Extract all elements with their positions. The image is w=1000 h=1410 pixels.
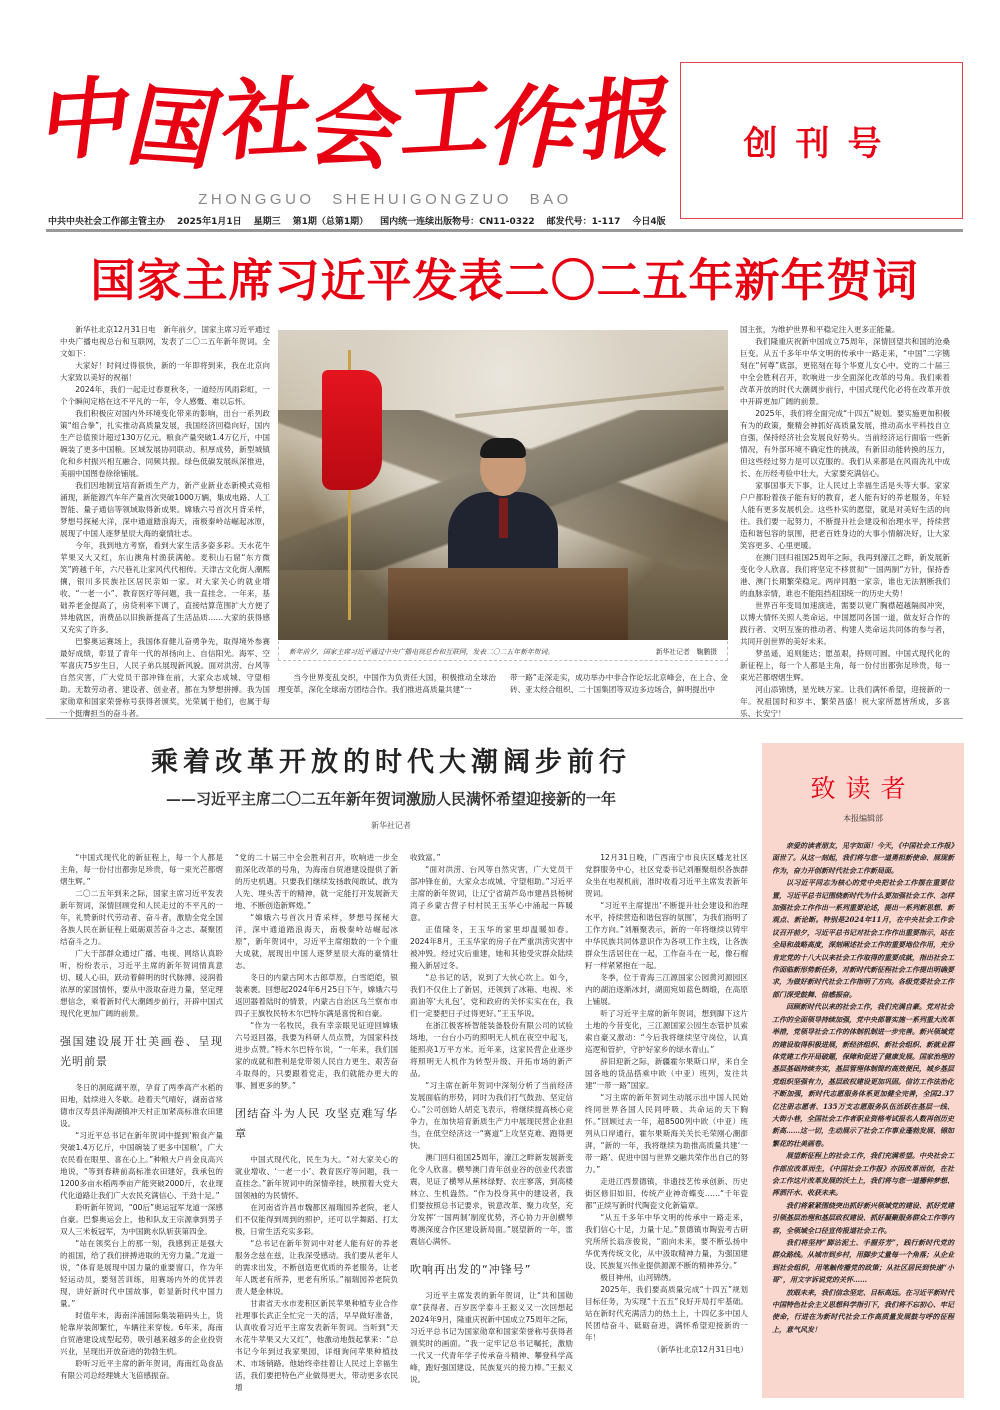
paragraph: 我们积极应对国内外环境变化带来的影响，出台一系列政策“组合拳”，扎实推动高质量发展，我国经济回稳向好，国内生产总值预计超过130万亿元。粮食产量突破1.4万亿斤，中国碗装了更多中国粮。区域发展协同联动、积厚成势，新型城镇化和乡村振兴相互融合、同频共振。绿色低碳发展纵深推进，美丽中国图卷徐徐铺展。 xyxy=(60,409,270,478)
paragraph: 梦虽遥，追则能达；愿虽艰，持则可圆。中国式现代化的新征程上，每一个人都是主角，每一份付出都弥足珍贵，每一束光芒都熠熠生辉。 xyxy=(740,649,950,682)
paragraph: 12月31日晚，广西南宁市良庆区蟠龙社区党群服务中心，社区党委书记刘雁聚组织各族群众坐在电视机前，准时收看习近平主席发表新年贺词。 xyxy=(585,853,748,898)
article-subheadline: ——习近平主席二〇二五年新年贺词激励人民满怀希望迎接新的一年 xyxy=(165,790,616,808)
paragraph: 2025年，我们将全面完成“十四五”规划。要实施更加积极有为的政策，聚精会神抓好高质量发展，推动高水平科技自立自强，保持经济社会发展良好势头。当前经济运行面临一些新情况，有外部环境不确定性的挑战，有新旧动能转换的压力，但这些经过努力是可以克服的。我们从来都是在风雨洗礼中成长、在历经考验中壮大，大家要充满信心。 xyxy=(740,409,950,478)
paragraph: 当今世界变乱交织，中国作为负责任大国，积极推动全球治理变革，深化全球南方团结合作。我们推进高质量共建“一 xyxy=(278,673,496,694)
paragraph: 新华社北京12月31日电 新年前夕，国家主席习近平通过中央广播电视总台和互联网，发表了二〇二五年新年贺词。全文如下： xyxy=(60,325,270,358)
paragraph: 时值年末，海南洋浦国际集装箱码头上，货轮靠岸装卸繁忙，车辆往来穿梭。6年来，海南自贸港建设成型起势，吸引越来越多的企业投资兴业，呈现出开放奋进的勃勃生机。 xyxy=(60,1311,223,1356)
title-char: 工 xyxy=(397,64,499,174)
section-subtitle: 吹响再出发的“冲锋号” xyxy=(410,1263,532,1276)
paragraph: 世界百年变局加速演进，需要以宽广胸襟超越隔阂冲突，以博大情怀关照人类命运。中国愿同各国一道，做友好合作的践行者、文明互鉴的推动者、构建人类命运共同体的参与者，共同开创世界的美好未来。 xyxy=(740,601,950,646)
paragraph: “习主席在新年贺词中深刻分析了当前经济发展面临的形势，同时为我们打气鼓劲、坚定信心。”公司创始人胡克飞表示，将继续提高核心竞争力，在加快培育新质生产力中展现民营企业担当，在低空经济这一“赛道”上攻坚克难、跑得更快。 xyxy=(410,1081,573,1150)
paragraph: “总书记的话，说到了大伙心坎上。如今，我们不仅住上了新居，还领到了冰箱、电视、米面油等‘大礼包’，党和政府的关怀实实在在，我们一定要把日子过得更好。”王玉华说。 xyxy=(410,973,573,1018)
paragraph: 大家好！时间过得很快，新的一年即将到来，我在北京向大家致以美好的祝福！ xyxy=(60,361,270,382)
inaugural-label: 创刊号 xyxy=(743,124,900,164)
title-char: 报 xyxy=(577,64,680,174)
page-count: 今日4版 xyxy=(632,217,666,227)
paragraph: “党的二十届三中全会胜利召开，吹响进一步全面深化改革的号角，为海南自贸港建设提供了新的历史机遇。只要我们继续发扬敢闯敢试、敢为人先、埋头苦干的精神，就一定能打开发展新天地、不断创造新辉煌。” xyxy=(235,853,398,910)
inaugural-issue-box xyxy=(680,62,963,219)
paragraph: 我们因地制宜培育新质生产力，新产业新业态新模式竞相涌现，新能源汽车年产量首次突破1000万辆，集成电路、人工智能、量子通信等领域取得新成果。嫦娥六号首次月背采样，梦想号探秘大洋，深中通道踏浪海天，南极秦岭站崛起冰原，展现了中国人逐梦星辰大海的豪情壮志。 xyxy=(60,481,270,538)
paragraph: 家事国事天下事，让人民过上幸福生活是头等大事。家家户户都盼着孩子能有好的教育，老人能有好的养老服务，年轻人能有更多发展机会。这些朴实的愿望，就是对美好生活的向往。我们要一起努力，不断提升社会建设和治理水平，持续营造和谐包容的氛围，把老百姓身边的大事小情解决好，让大家笑容更多、心里更暖。 xyxy=(740,481,950,550)
issue-number: 第1期（总第1期） xyxy=(292,217,369,227)
paragraph: 在河南省许昌市魏都区福瑞园养老院，老人们不仅能得到周到的照护，还可以学舞蹈、打太极，日常生活充实多彩。 xyxy=(235,1203,398,1236)
paragraph: 带一路”走深走实，成功举办中非合作论坛北京峰会，在上合、金砖、亚太经合组织、二十国集团等双边多边场合，鲜明提出中 xyxy=(510,673,728,694)
paragraph: “站在领奖台上的那一刻，我感到正是强大的祖国，给了我们拼搏进取的无穷力量。”龙道一说，“体育是展现中国力量的重要窗口，作为年轻运动员，要刻苦训练，用赛场内外的优异表现，讲好新时代中国故事，彰显新时代中国力量。” xyxy=(60,1239,223,1308)
paragraph: 辞旧迎新之际，新疆霍尔果斯口岸，来自全国各地的货品搭乘中欧（中亚）班列，发往共建“一带一路”国家。 xyxy=(585,1057,748,1090)
paragraph: 2025年，我们要高质量完成“十四五”规划目标任务，为实现“十五五”良好开局打牢基础。站在新时代充满活力的热土上，十四亿多中国人民团结奋斗、砥砺奋进，满怀希望迎接新的一年！ xyxy=(585,1285,748,1342)
paragraph: “总书记在新年贺词中对老人能有好的养老服务念兹在兹，让我深受感动。我们要从老年人的需求出发，不断创造更优质的养老服务，让老年人既老有所养，更老有所乐。”福瑞园养老院负责人楚金林说。 xyxy=(235,1239,398,1296)
newspaper-pinyin: ZHONGGUO SHEHUIGONGZUO BAO xyxy=(198,191,572,208)
lead-left-column xyxy=(60,324,270,720)
paragraph: 甘肃省天水市麦积区新民苹果种植专业合作社理事长武正全忙完一天的活，早早做好准备，认真收看习近平主席发表新年贺词。当听到“天水花牛苹果又大又红”，他激动地鼓起掌来：“总书记今年到过我家果园，详细询问苹果种植技术、市场销路。他始终牵挂着让人民过上幸福生活，我们要把特色产业做得更大，带动更多农民增 xyxy=(235,1299,398,1392)
paragraph: 我们隆重庆祝新中国成立75周年，深情回望共和国的沧桑巨变。从五千多年中华文明的传承中一路走来，“中国”二字镌刻在“何尊”底部，更铭刻在每个华夏儿女心中。党的二十届三中全会胜利召开，吹响进一步全面深化改革的号角。我们乘着改革开放的时代大潮阔步前行，中国式现代化必将在改革开放中开辟更加广阔的前景。 xyxy=(740,337,950,406)
paragraph: 在澳门回归祖国25周年之际，我再到濠江之畔，新发展新变化令人欣喜。我们将坚定不移贯彻“一国两制”方针，保持香港、澳门长期繁荣稳定。两岸同胞一家亲，谁也无法割断我们的血脉亲情，谁也不能阻挡祖国统一的历史大势！ xyxy=(740,553,950,598)
publication-meta xyxy=(48,214,688,227)
paragraph: 收致富。” xyxy=(410,853,441,862)
photo-credit: 新华社记者 鞠鹏摄 xyxy=(655,647,717,656)
article-column xyxy=(235,852,398,1394)
newspaper-title xyxy=(31,58,684,188)
paragraph: 国主张，为维护世界和平稳定注入更多正能量。 xyxy=(740,325,900,334)
paragraph: 我们将坚持“脚沾泥土、手握芬芳”，践行新时代党的群众路线。从城市到乡村，用脚步丈量每一个角落；从企业到社会组织，用笔触传播党的政策；从社区居民到快递“小哥”，用文字诉说党的关怀…… xyxy=(772,1238,954,1285)
section-subtitle: 强国建设展开壮美画卷、呈现光明前景 xyxy=(60,1035,223,1068)
paragraph: 巴黎奥运赛场上，我国体育健儿奋勇争先，取得境外参赛最好成绩，彰显了青年一代的昂扬向上、自信阳光。海军、空军喜庆75岁生日，人民子弟兵展现新风貌。面对洪涝、台风等自然灾害，广大党员干部冲锋在前，大家众志成城、守望相助。无数劳动者、建设者、创业者，都在为梦想拼搏。我为国家勋章和国家荣誉称号获得者颁奖，光荣属于他们，也属于每一个挺膺担当的奋斗者。 xyxy=(60,637,270,718)
paragraph: 二〇二五年到来之际，国家主席习近平发表新年贺词，深情回顾党和人民走过的不平凡的一年，礼赞新时代劳动者、奋斗者，激励全党全国各族人民在新征程上砥砺艰苦奋斗之志、凝聚团结奋斗之力。 xyxy=(60,889,223,946)
paragraph: 河山添锦绣，星光映万家。让我们满怀希望，迎接新的一年。祝祖国时和岁丰、繁荣昌盛！祝大家所愿皆所成，多喜乐、长安宁！ xyxy=(740,685,950,718)
title-char: 社 xyxy=(216,64,319,174)
paragraph: “习主席的新年贺词生动展示出中国人民始终同世界各国人民同呼吸、共命运的天下胸怀。”回顾过去一年，超8500列中欧（中亚）班列从口岸通行，霍尔果斯海关关长毛荣刚心潮澎湃，“新的一年，我将继续为助推高质量共建‘一带一路’、促进中国与世界交融共荣作出自己的努力。” xyxy=(585,1093,748,1174)
paragraph: 以习近平同志为核心的党中央把社会工作摆在重要位置，习近平总书记围绕新时代为什么要加强社会工作、怎样加强社会工作作出一系列重要论述，提出一系列新思想、新观点、新论断。特别是2024年11月，在中央社会工作会议召开前夕，习近平总书记对社会工作作出重要指示，站在全局和战略高度，深刻阐述社会工作的重要地位作用，充分肯定党的十八大以来社会工作取得的重要成就，指出社会工作面临新形势新任务，对新时代新征程社会工作提出明确要求，为做好新时代社会工作指明了方向。各级党委社会工作部门深受鼓舞、倍感振奋。 xyxy=(772,878,954,999)
paragraph: 正值隆冬，王玉华的家里却温暖如春。2024年8月，王玉华家的房子在严重洪涝灾害中被冲毁。经过灾后重建，她和其他受灾群众陆续搬入新居过冬。 xyxy=(410,925,573,970)
paragraph: 我们将紧紧围绕突出抓好新兴领域党的建设、抓好党建引领基层治理和基层政权建设、抓好凝聚服务群众工作等内容，全领域全口径宣传报道社会工作。 xyxy=(772,1200,954,1235)
serial-number: 国内统一连续出版物号：CN11-0322 xyxy=(380,217,535,227)
lead-photo xyxy=(278,330,728,640)
tie xyxy=(499,498,508,538)
title-char: 会 xyxy=(299,73,413,183)
paragraph: 听了习近平主席的新年贺词，想到脚下这片土地的今昔变化，三江源国家公园生态管护员索索自豪又激动：“今后我将继续坚守岗位，认真巡逻和管护，守护好家乡的绿水青山。” xyxy=(585,1009,748,1054)
paragraph: “嫦娥六号首次月背采样，梦想号探秘大洋，深中通道踏浪海天，南极秦岭站崛起冰原”，新年贺词中，习近平主席细数的一个个重大成就，展现出中国人逐梦星辰大海的豪情壮志。 xyxy=(235,913,398,970)
caption-text: 新年前夕，国家主席习近平通过中央广播电视总台和互联网，发表二〇二五年新年贺词。 xyxy=(289,647,555,656)
to-readers-body xyxy=(772,840,954,1336)
article-byline: 新华社记者 xyxy=(371,821,411,830)
paragraph: “中国式现代化的新征程上，每一个人都是主角，每一份付出都弥足珍贵，每一束光芒都熠熠生辉。” xyxy=(60,853,223,886)
to-readers-box xyxy=(762,743,964,1398)
article-columns xyxy=(60,852,750,1394)
paragraph: 今年，我到地方考察，看到大家生活多姿多彩。天水花牛苹果又大又红，东山澳角村渔获满舱。麦积山石窟“东方微笑”跨越千年，六尺巷礼让家风代代相传。天津古文化街人潮熙攘，银川多民族社区居民亲如一家。对大家关心的就业增收、“一老一小”、教育医疗等问题，我一直挂念。一年来，基础养老金提高了，房贷利率下调了，直接结算范围扩大方便了异地就医，消费品以旧换新提高了生活品质……大家的获得感又充实了许多。 xyxy=(60,541,270,634)
paragraph: 冬季，位于青海三江源国家公园黄河源园区内的湖泊逐渐冰封，湖面宛如蓝色绸缎，在高原上铺展。 xyxy=(585,973,748,1006)
paragraph: 极目神州，山河锦绣。 xyxy=(600,1273,677,1282)
to-readers-title: 致读者 xyxy=(810,774,916,803)
paragraph: “作为一名牧民，我有幸亲眼见证迎回嫦娥六号返回器，我要为科研人员点赞，为国家科技进步点赞。”特木尔巴特尔说，“一年来，我们国家的成就和胜利是党带领人民自力更生、艰苦奋斗取得的，只要跟着党走，我们就能办更大的事、圆更多的梦。” xyxy=(235,1021,398,1090)
article-column xyxy=(585,852,748,1394)
under-photo-col xyxy=(278,672,496,696)
article-column xyxy=(60,852,223,1394)
paragraph: 亲爱的读者朋友，见字如面！今天，《中国社会工作报》面世了。从这一刻起，我们将与您一道勇担新使命、展现新作为，奋力开创新时代社会工作新局面。 xyxy=(772,841,954,875)
to-readers-author: 本报编辑部 xyxy=(843,814,883,823)
paragraph: 习近平主席发表的新年贺词，让“共和国勋章”获得者、百岁医学泰斗王振义又一次回想起2024年9月，隆重庆祝新中国成立75周年之际，习近平总书记为国家勋章和国家荣誉称号获得者颁奖时的画面。“我一定牢记总书记嘱托，激励一代又一代青年学子传承奋斗精神、攀登科学高峰，跑好强国建设、民族复兴的接力棒。”王振义说。 xyxy=(410,1291,573,1384)
divider xyxy=(46,229,963,232)
title-char: 中 xyxy=(35,64,138,174)
paragraph: 在浙江极客桥智能装备股份有限公司的试验场地，一台台小巧的照明无人机在夜空中起飞，能照亮1万平方米。近年来，这家民营企业逐步将照明无人机作为转型升级、开拓市场的新产品。 xyxy=(410,1021,573,1078)
desk xyxy=(388,568,628,640)
divider xyxy=(46,718,963,719)
under-photo-col xyxy=(510,672,728,696)
title-char: 国 xyxy=(119,73,232,183)
paragraph: 回顾新时代以来的社会工作，我们充满自豪。党对社会工作的全面领导持续加强，党中央部署实施一系列重大改革举措，党领导社会工作的体制机制进一步完善。新兴领域党的建设取得积极进展，新经济组织、新社会组织、新就业群体党建工作开局破题，保障和促进了健康发展。国家治理的基层基础持续夯实，基层管理体制简约高效便民，城乡基层党组织坚强有力，基层政权建设更加巩固。信访工作法治化不断加强，新时代志愿服务体系更加健全完善，全国2.37亿注册志愿者、135万支志愿服务队伍活跃在基层一线、大街小巷，全国社会工作者职业资格考试报名人数再创历史新高……这一切，生动展示了社会工作事业蓬勃发展、锦如繁花的壮美画卷。 xyxy=(772,1002,954,1148)
paragraph: 聆听习近平主席的新年贺词，海南红岛食品有限公司总经理姚大飞倍感振奋。 xyxy=(60,1359,223,1380)
date: 2025年1月1日 xyxy=(177,217,242,227)
lead-headline: 国家主席习近平发表二〇二五年新年贺词 xyxy=(90,254,919,307)
paragraph: “从五千多年中华文明的传承中一路走来，我们信心十足，力量十足。”景德镇市陶瓷考古研究所所长翁彦俊说，“面向未来，要不断弘扬中华优秀传统文化，从中汲取精神力量，为强国建设、民族复兴伟业提供源源不断的精神养分。” xyxy=(585,1213,748,1270)
paragraph: “习近平总书记在新年贺词中提到‘粮食产量突破1.4万亿斤，中国碗装了更多中国粮’，广大农民看在眼里、喜在心上。”种粮大户肖金良高兴地说，“等到春耕前高标准农田建好，我承包的1200多亩水稻两季亩产能突破2000斤，农业现代化道路让我们广大农民充满信心、干劲十足。” xyxy=(60,1131,223,1200)
article-headline: 乘着改革开放的时代大潮阔步前行 xyxy=(151,747,631,778)
flag-icon xyxy=(322,370,382,490)
article-column xyxy=(410,852,573,1394)
paragraph: 聆听新年贺词，“00后”奥运冠军龙道一深感自豪。巴黎奥运会上，他和队友王宗源拿到男子双人三米板冠军，为中国跳水队斩获第四金。 xyxy=(60,1203,223,1236)
under-photo-text xyxy=(278,672,728,696)
paragraph: “面对洪涝、台风等自然灾害，广大党员干部冲锋在前，大家众志成城、守望相助。”习近平主席的新年贺词，让辽宁省葫芦岛市建昌县杨树湾子乡蒙古营子村村民王玉华心中涌起一阵暖意。 xyxy=(410,865,573,922)
paragraph: 2024年，我们一起走过春夏秋冬，一道经历风雨彩虹，一个个瞬间定格在这不平凡的一年，令人感慨、难以忘怀。 xyxy=(60,385,270,406)
photo-caption xyxy=(278,641,728,661)
paragraph: 中国式现代化，民生为大。“对大家关心的就业增收、‘一老一小’、教育医疗等问题，我一直挂念。”新年贺词中的深情牵挂，映照着大党大国领袖的为民情怀。 xyxy=(235,1155,398,1200)
paragraph: 展望新征程上的社会工作，我们充满希望。中央社会工作部应改革而生，《中国社会工作报》亦因改革而创，在社会工作这片改革发展的沃土上，我们将与您一道播种梦想、挥洒汗水、收获未来。 xyxy=(772,1151,954,1198)
paragraph: 冬日的内蒙古阿木古郎草原，白雪皑皑，银装素裹。回想起2024年6月25日下午，嫦娥六号返回器着陆时的情景，内蒙古自治区乌兰察布市四子王旗牧民特木尔巴特尔满是喜悦和自豪。 xyxy=(235,973,398,1018)
paragraph: 澳门回归祖国25周年，濠江之畔新发展新变化令人欣喜。横琴澳门青年创业谷的创业代表雷震，见证了横琴从蕉林绿野、农庄寥落，到高楼林立、生机盎然。“作为投身其中的建设者，我们要按照总书记要求，锐意改革、聚力攻坚，充分发挥‘一国两制’制度优势，齐心协力开创横琴粤澳深度合作区建设新局面。”展望新的一年，雷震信心满怀。 xyxy=(410,1153,573,1246)
weekday: 星期三 xyxy=(253,217,281,227)
paragraph: 放眼未来，我们信念坚定、目标高远。在习近平新时代中国特色社会主义思想科学指引下，我们将不忘初心、牢记使命，行进在为新时代社会工作高质量发展鼓与呼的征程上，意气风发！ xyxy=(772,1287,954,1334)
publisher: 中共中央社会工作部主管主办 xyxy=(48,217,166,227)
paragraph: （新华社北京12月31日电） xyxy=(652,1345,748,1354)
section-subtitle: 团结奋斗为人民 攻坚克难写华章 xyxy=(235,1107,398,1140)
paragraph: “习近平主席提出‘不断提升社会建设和治理水平，持续营造和谐包容的氛围’，为我们指明了工作方向。”刘雁聚表示，新的一年将继续以铸牢中华民族共同体意识作为各项工作主线，让各族群众生活居住在一起，工作奋斗在一起，像石榴籽一样紧紧抱在一起。 xyxy=(585,901,748,970)
lead-right-column xyxy=(740,324,950,720)
hair xyxy=(480,438,526,458)
paragraph: 走进江西景德镇，非遗技艺传承创新、历史街区修旧如旧、传统产业神奇蝶变……“千年瓷都”正续写新时代陶瓷文化新篇章。 xyxy=(585,1177,748,1210)
paragraph: 冬日的洞庭湖平原，孕育了两季高产水稻的田地，陆续进入冬歇。趁着天气晴好，湖南省常德市汉寿县洋淘湖镇冲天村正加紧高标准农田建设。 xyxy=(60,1083,223,1128)
title-char: 作 xyxy=(480,73,593,183)
paragraph: 广大干部群众通过广播、电视、网络认真聆听，纷纷表示，习近平主席的新年贺词情真意切、暖人心田，跃动着鲜明的时代脉搏、浸润着浓厚的家国情怀，要从中汲取奋进力量，坚定理想信念，乘着新时代大潮阔步前行，开辟中国式现代化更加广阔的前景。 xyxy=(60,949,223,1018)
postal-code: 邮发代号：1-117 xyxy=(546,217,621,227)
